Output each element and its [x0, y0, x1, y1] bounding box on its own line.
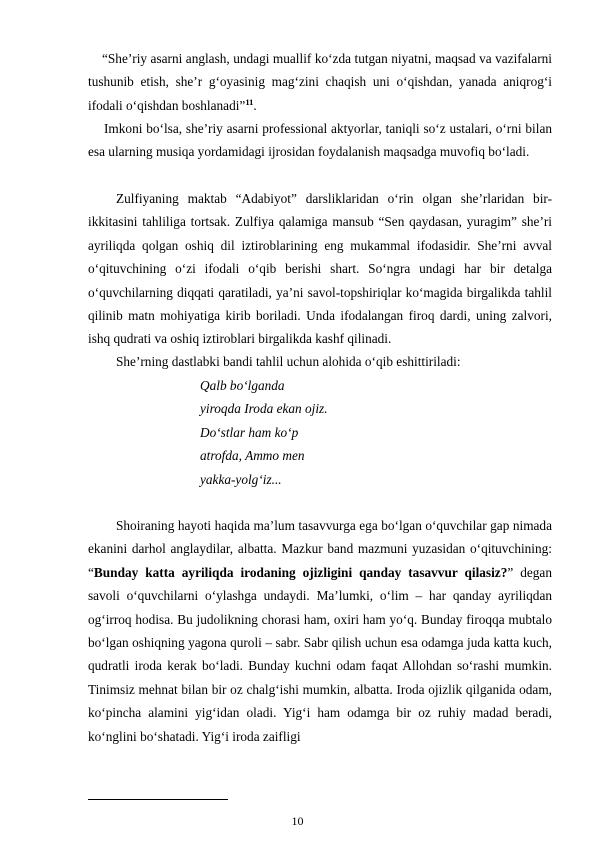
- teacher-question: Bunday katta ayriliqda irodaning ojizligini qanday tasavvur qilasiz?: [93, 564, 508, 580]
- analysis-text-start: Shoiraning hayoti haqida ma’lum tasavvurga ega bo‘lgan o‘quvchilar gap nimada ekanini darhol anglaydilar, albatta. Mazkur band mazmuni yuzasidan o‘qituvchining: “: [88, 518, 552, 580]
- poem-line: atrofda, Ammo men: [200, 448, 305, 464]
- page-number: 10: [291, 814, 304, 828]
- footnote-reference[interactable]: 11: [245, 96, 254, 107]
- quote-text: “She’riy asarni anglash, undagi muallif ko‘zda tutgan niyatni, maqsad va vazifalarni tushunib etish, she’r g‘oyasinig mag‘zini chaqish uni o‘qishdan, yanada aniqrog‘i ifodali o‘qishdan boshlanadi”: [88, 51, 552, 113]
- paragraph-analysis: [88, 514, 552, 748]
- quote-end: .: [253, 97, 257, 113]
- poem-line: yakka-yolg‘iz...: [200, 471, 282, 487]
- poem-line: yiroqda Iroda ekan ojiz.: [200, 401, 328, 417]
- analysis-text-end: ” degan savoli o‘quvchilarni o‘ylashga undaydi. Ma’lumki, o‘lim – har qanday ayriliqdan og‘irroq hodisa. Bu judolikning chorasi ham, oxiri ham yo‘q. Bunday firoqqa mubtalo bo‘lgan oshiqning yagona quroli – sabr. Sabr qilish uchun esa odamga juda katta kuch, qudratli iroda kerak bo‘ladi. Bunday kuchni odam faqat Allohdan so‘rashi mumkin. Tinimsiz mehnat bilan bir oz chalg‘ishi mumkin, albatta. Iroda ojizlik qilganida odam, ko‘pincha alamini yig‘idan oladi. Yig‘i ham odamga bir oz ruhiy madad beradi, ko‘nglini bo‘shatadi. Yig‘i iroda zaifligi: [88, 564, 552, 744]
- footnote-separator: [88, 799, 228, 800]
- paragraph-quote: [88, 47, 552, 117]
- poem-line: Do‘stlar ham ko‘p: [200, 424, 299, 440]
- paragraph-performance: Imkoni bo‘lsa, she’riy asarni professional aktyorlar, taniqli so‘z ustalari, o‘rni bilan esa ularning musiqa yordamidagi ijrosidan foydalanish maqsadga muvofiq bo‘ladi.: [88, 121, 552, 160]
- poem-stanza: [200, 374, 328, 491]
- paragraph-first-stanza-intro: She’rning dastlabki bandi tahlil uchun alohida o‘qib eshittiriladi:: [116, 354, 461, 369]
- poem-line: Qalb bo‘lganda: [200, 378, 285, 393]
- paragraph-zulfiya: Zulfiyaning maktab “Adabiyot” darsliklaridan o‘rin olgan she’rlaridan bir-ikkitasini tahliliga tortsak. Zulfiya qalamiga mansub “Sen qaydasan, yuragim” she’ri ayriliqda qolgan oshiq dil iztiroblarining eng mukammal ifodasidir. She’rni avval o‘qituvchining o‘zi ifodali o‘qib berishi shart. So‘ngra undagi har bir detalga o‘quvchilarning diqqati qaratiladi, ya’ni savol-topshiriqlar ko‘magida birgalikda tahlil qilinib matn mohiyatiga kirib boriladi. Unda ifodalangan firoq dardi, uning zalvori, ishq qudrati va oshiq iztiroblari birgalikda kashf qilinadi.: [88, 191, 552, 347]
